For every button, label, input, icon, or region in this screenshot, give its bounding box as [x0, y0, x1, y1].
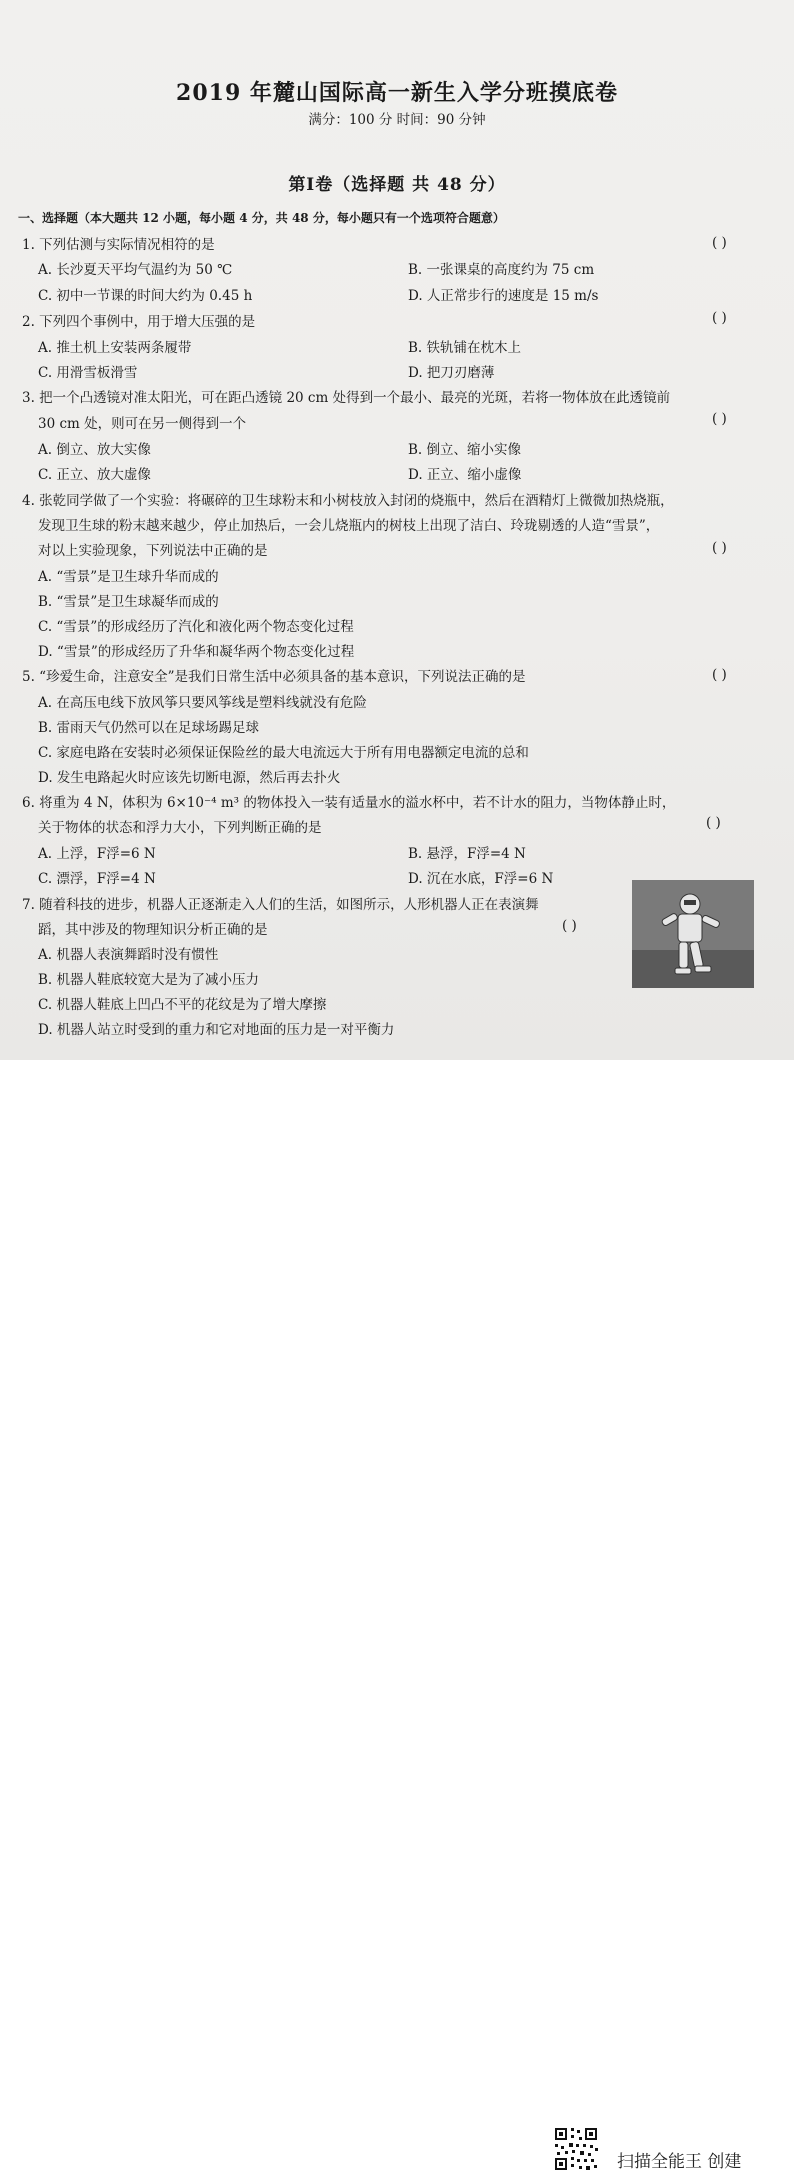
question-2-option-c: C. 用滑雪板滑雪: [38, 365, 138, 381]
exam-title: 2019 年麓山国际高一新生入学分班摸底卷: [176, 80, 618, 106]
question-5-stem: 5. “珍爱生命，注意安全”是我们日常生活中必须具备的基本意识，下列说法正确的是: [22, 669, 526, 685]
qr-code-icon: [553, 2126, 599, 2172]
answer-paren: ( ): [712, 411, 727, 427]
question-6-stem-cont: 关于物体的状态和浮力大小，下列判断正确的是: [38, 820, 322, 836]
question-5-option-a: A. 在高压电线下放风筝只要风筝线是塑料线就没有危险: [38, 695, 367, 711]
question-7-stem-cont: 蹈，其中涉及的物理知识分析正确的是: [38, 922, 268, 938]
question-3-option-b: B. 倒立、缩小实像: [408, 442, 522, 458]
answer-paren: ( ): [712, 310, 727, 326]
question-4-option-d: D. “雪景”的形成经历了升华和凝华两个物态变化过程: [38, 644, 355, 660]
question-6-option-a: A. 上浮，F浮=6 N: [38, 846, 156, 862]
question-4-option-b: B. “雪景”是卫生球凝华而成的: [38, 594, 219, 610]
scanner-brand-label: 扫描全能王 创建: [617, 2152, 742, 2172]
question-2-option-a: A. 推土机上安装两条履带: [38, 340, 192, 356]
question-1-option-c: C. 初中一节课的时间大约为 0.45 h: [38, 288, 253, 304]
question-6-stem: 6. 将重为 4 N，体积为 6×10⁻⁴ m³ 的物体投入一装有适量水的溢水杯中，若不计水的阻力，当物体静止时，: [22, 795, 676, 811]
question-5-option-b: B. 雷雨天气仍然可以在足球场踢足球: [38, 720, 260, 736]
answer-paren: ( ): [712, 235, 727, 251]
question-3-stem: 3. 把一个凸透镜对准太阳光，可在距凸透镜 20 cm 处得到一个最小、最亮的光斑，若将一物体放在此透镜前: [22, 390, 671, 406]
question-6-option-b: B. 悬浮，F浮=4 N: [408, 846, 526, 862]
exam-paper: [0, 0, 794, 1060]
question-7-option-d: D. 机器人站立时受到的重力和它对地面的压力是一对平衡力: [38, 1022, 395, 1038]
question-7-option-b: B. 机器人鞋底较宽大是为了减小压力: [38, 972, 260, 988]
question-4-option-a: A. “雪景”是卫生球升华而成的: [38, 569, 219, 585]
exam-subtitle: 满分：100 分 时间：90 分钟: [308, 112, 486, 128]
question-4-stem: 4. 张乾同学做了一个实验：将碾碎的卫生球粉末和小树枝放入封闭的烧瓶中，然后在酒精灯上微微加热烧瓶，: [22, 493, 674, 509]
question-7-stem: 7. 随着科技的进步，机器人正逐渐走入人们的生活，如图所示，人形机器人正在表演舞: [22, 897, 539, 913]
answer-paren: ( ): [712, 667, 727, 683]
section-instructions: 一、选择题（本大题共 12 小题，每小题 4 分，共 48 分，每小题只有一个选项符合题意）: [18, 211, 505, 225]
question-1-option-a: A. 长沙夏天平均气温约为 50 ℃: [38, 262, 233, 278]
question-5-option-c: C. 家庭电路在安装时必须保证保险丝的最大电流远大于所有用电器额定电流的总和: [38, 745, 529, 761]
question-2-stem: 2. 下列四个事例中，用于增大压强的是: [22, 314, 256, 330]
question-6-option-c: C. 漂浮，F浮=4 N: [38, 871, 156, 887]
section-heading: 第Ⅰ卷（选择题 共 48 分）: [288, 175, 506, 195]
question-3-stem-cont: 30 cm 处，则可在另一侧得到一个: [38, 416, 247, 432]
question-2-option-b: B. 铁轨铺在枕木上: [408, 340, 522, 356]
question-7-option-c: C. 机器人鞋底上凹凸不平的花纹是为了增大摩擦: [38, 997, 327, 1013]
question-4-stem-cont: 对以上实验现象，下列说法中正确的是: [38, 543, 268, 559]
question-6-option-d: D. 沉在水底，F浮=6 N: [408, 871, 554, 887]
answer-paren: ( ): [712, 540, 727, 556]
question-1-option-d: D. 人正常步行的速度是 15 m/s: [408, 288, 599, 304]
question-1-stem: 1. 下列估测与实际情况相符的是: [22, 237, 215, 253]
question-3-option-d: D. 正立、缩小虚像: [408, 467, 522, 483]
question-7-option-a: A. 机器人表演舞蹈时没有惯性: [38, 947, 219, 963]
question-4-stem-cont: 发现卫生球的粉末越来越少，停止加热后，一会儿烧瓶内的树枝上出现了洁白、玲珑剔透的人造“雪景”，: [38, 518, 660, 534]
question-3-option-a: A. 倒立、放大实像: [38, 442, 151, 458]
question-4-option-c: C. “雪景”的形成经历了汽化和液化两个物态变化过程: [38, 619, 354, 635]
answer-paren: ( ): [562, 918, 577, 934]
answer-paren: ( ): [706, 815, 721, 831]
question-1-option-b: B. 一张课桌的高度约为 75 cm: [408, 262, 595, 278]
question-3-option-c: C. 正立、放大虚像: [38, 467, 151, 483]
question-2-option-d: D. 把刀刃磨薄: [408, 365, 495, 381]
question-5-option-d: D. 发生电路起火时应该先切断电源，然后再去扑火: [38, 770, 341, 786]
scanner-footer: [0, 1060, 794, 2172]
robot-photo: [632, 880, 754, 988]
